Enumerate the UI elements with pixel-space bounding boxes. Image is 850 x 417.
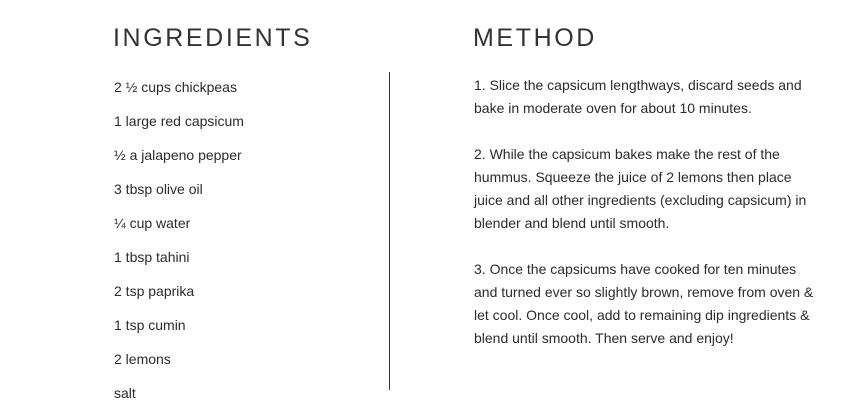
- ingredients-heading: INGREDIENTS: [113, 24, 313, 52]
- ingredient-list: [114, 77, 244, 417]
- ingredient-item: ½ a jalapeno pepper: [114, 147, 242, 163]
- ingredient-item: 2 tsp paprika: [114, 283, 195, 299]
- ingredient-item: 2 lemons: [114, 351, 171, 367]
- ingredient-item: ¼ cup water: [114, 215, 191, 231]
- ingredient-item: 3 tbsp olive oil: [114, 181, 203, 197]
- method-step-3: 3. Once the capsicums have cooked for ten minutes and turned ever so slightly brown, remove from oven & let cool. Once cool, add to remaining dip ingredients & blend until smooth. Then serve and enjoy!: [474, 261, 814, 346]
- method-step-1: 1. Slice the capsicum lengthways, discard seeds and bake in moderate oven for about 10 minutes.: [474, 77, 802, 116]
- ingredient-item: 1 tbsp tahini: [114, 249, 190, 265]
- method-heading: METHOD: [473, 24, 597, 52]
- column-divider: [389, 72, 390, 390]
- ingredient-item: salt: [114, 385, 136, 401]
- ingredient-item: 1 large red capsicum: [114, 113, 244, 129]
- method-steps: [474, 74, 814, 373]
- ingredient-item: 2 ½ cups chickpeas: [114, 79, 237, 95]
- ingredient-item: 1 tsp cumin: [114, 317, 186, 333]
- method-step-2: 2. While the capsicum bakes make the rest of the hummus. Squeeze the juice of 2 lemons then place juice and all other ingredients (excluding capsicum) in blender and blend until smooth.: [474, 146, 807, 231]
